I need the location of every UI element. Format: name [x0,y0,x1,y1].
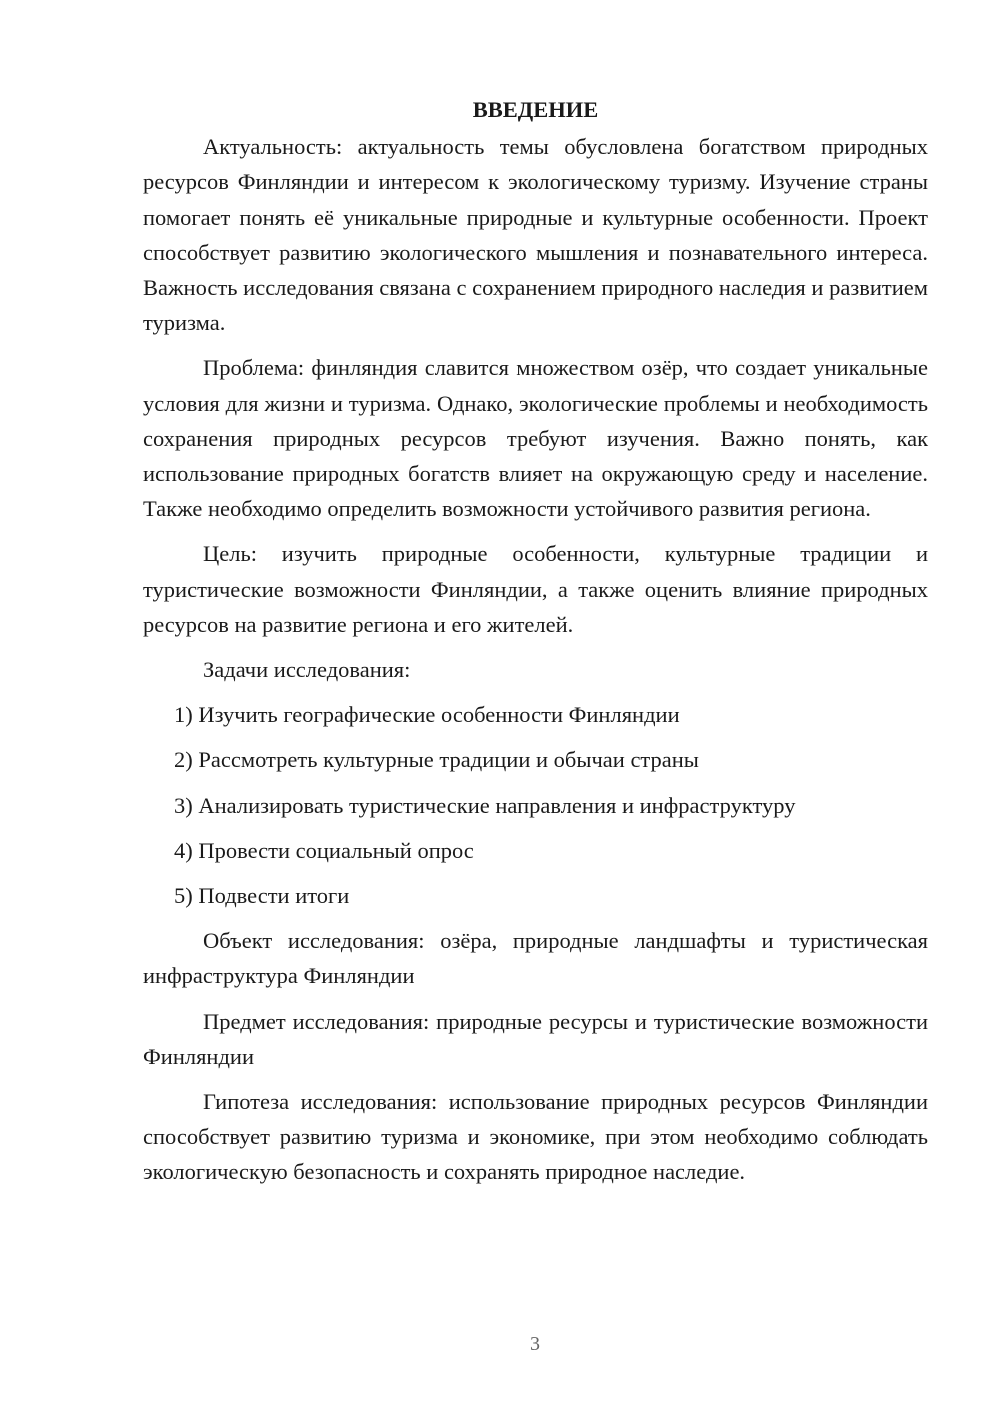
task-item: 2) Рассмотреть культурные традиции и обычаи страны [174,747,699,773]
paragraph-hypothesis: Гипотеза исследования: использование природных ресурсов Финляндии способствует развитию туризма и экономике, при этом необходимо соблюдать экологическую безопасность и сохранять природное наследие. [143,1089,928,1185]
page-number: 3 [530,1333,540,1355]
task-item: 4) Провести социальный опрос [174,837,474,863]
paragraph-problem: Проблема: финляндия славится множеством озёр, что создает уникальные условия для жизни и туризма. Однако, экологические проблемы и необходимость сохранения природных ресурсов требуют изучения. Важно понять, как использование природных богатств влияет на окружающую среду и население. Также необходимо определить возможности устойчивого развития региона. [143,355,928,522]
tasks-heading: Задачи исследования: [203,657,411,683]
page-content [143,92,928,1200]
task-item: 3) Анализировать туристические направления и инфраструктуру [174,792,796,818]
task-item: 1) Изучить географические особенности Финляндии [174,702,680,728]
paragraph-goal: Цель: изучить природные особенности, культурные традиции и туристические возможности Финляндии, а также оценить влияние природных ресурсов на развитие региона и его жителей. [143,541,928,637]
task-item: 5) Подвести итоги [174,883,350,909]
paragraph-subject: Предмет исследования: природные ресурсы и туристические возможности Финляндии [143,1008,928,1069]
tasks-list [143,697,928,913]
section-title: ВВЕДЕНИЕ [472,97,599,122]
paragraph-object: Объект исследования: озёра, природные ландшафты и туристическая инфраструктура Финляндии [143,928,928,989]
paragraph-relevance: Актуальность: актуальность темы обусловлена богатством природных ресурсов Финляндии и интересом к экологическому туризму. Изучение страны помогает понять её уникальные природные и культурные особенности. Проект способствует развитию экологического мышления и познавательного интереса. Важность исследования связана с сохранением природного наследия и развитием туризма. [143,134,928,336]
